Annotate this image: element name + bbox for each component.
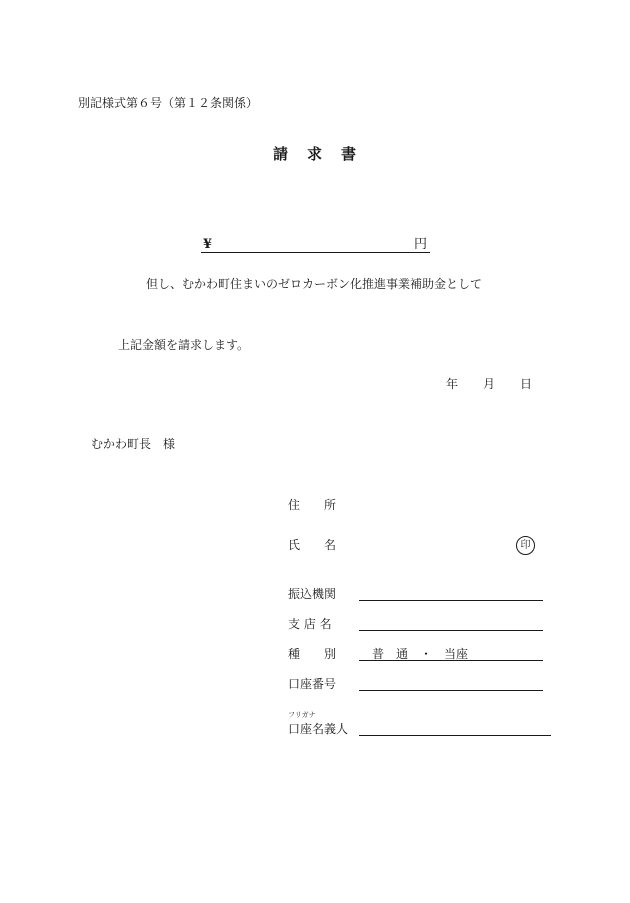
account-type-label: 種 別 [288,647,337,661]
address-label: 住 所 [288,498,337,512]
request-statement: 上記金額を請求します。 [118,338,250,352]
bank-institution-label: 振込機関 [288,587,337,601]
document-title-char-2: 求 [307,145,323,163]
amount-underline [201,252,430,253]
account-holder-label: 口座名義人 [288,722,349,736]
purpose-text: 但し、むかわ町住まいのゼロカーボン化推進事業補助金として [146,277,483,291]
addressee: むかわ町長 様 [91,437,176,451]
yen-unit: 円 [414,237,428,252]
branch-name-label: 支 店 名 [288,617,332,631]
yen-symbol: ¥ [203,237,213,252]
account-type-options: 普 通 ・ 当座 [372,647,469,661]
form-number-note: 別記様式第６号（第１２条関係） [78,96,259,110]
date-month-label: 月 [483,377,496,391]
date-day-label: 日 [520,377,533,391]
account-number-label: 口座番号 [288,677,337,691]
bank-institution-line [359,600,543,601]
date-year-label: 年 [446,377,459,391]
branch-name-line [359,630,543,631]
account-type-line [359,660,543,661]
account-holder-line [359,735,551,736]
furigana-label: フリガナ [288,711,316,719]
account-number-line [359,690,543,691]
seal-mark-icon: 印 [516,536,535,555]
document-title-char-1: 請 [273,145,289,163]
document-title-char-3: 書 [341,145,357,163]
name-label: 氏 名 [288,538,337,552]
